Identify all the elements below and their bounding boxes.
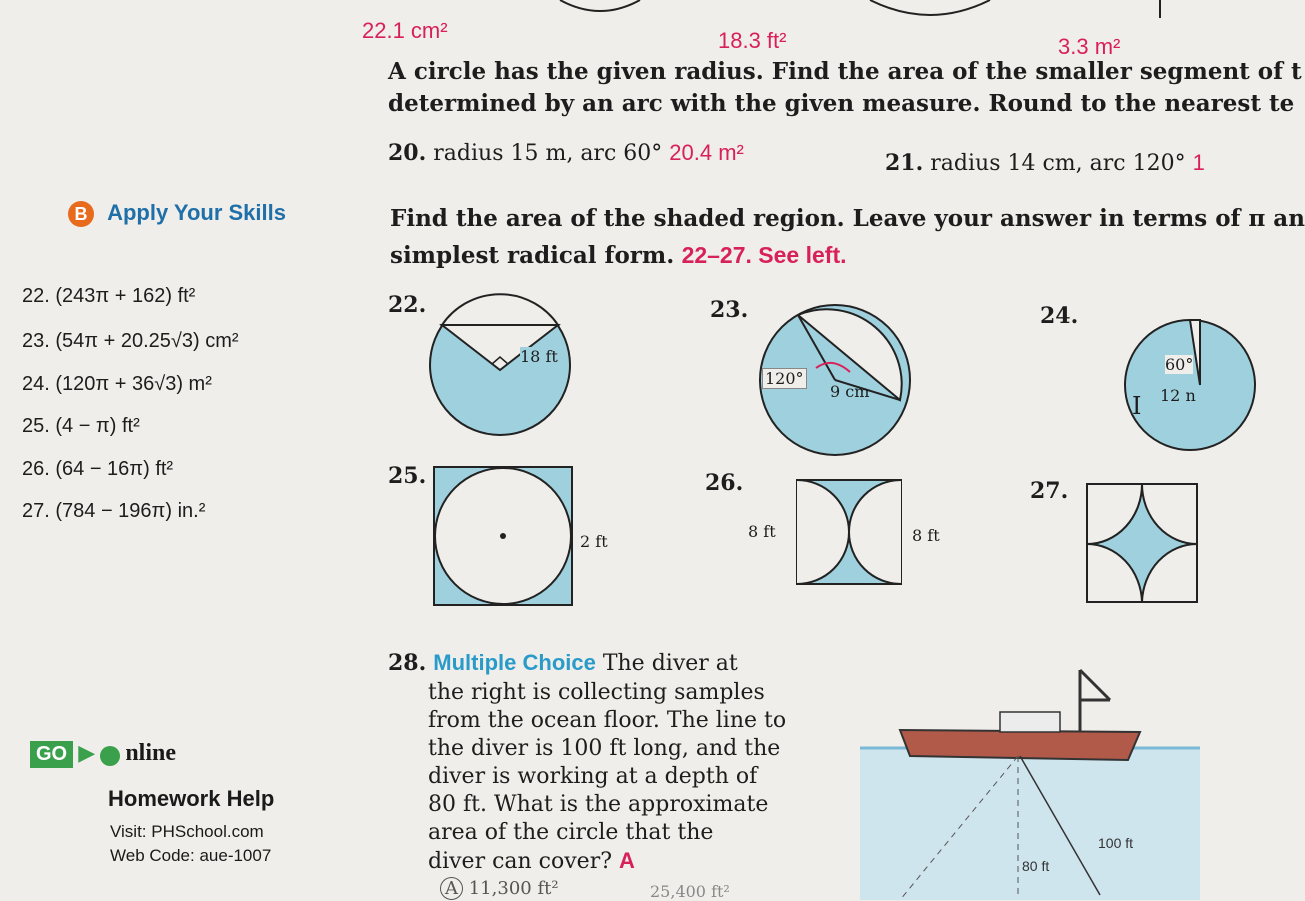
sidebar-answer-23: 23. (54π + 20.25√3) cm² xyxy=(22,330,239,352)
problem-21-answer: 1 xyxy=(1192,150,1205,175)
diver-depth-label: 80 ft xyxy=(1022,858,1050,874)
section-b-instruction-text: simplest radical form. xyxy=(390,242,675,269)
section-b-instruction-answer: 22–27. See left. xyxy=(681,242,847,268)
problem-20-answer: 20.4 m² xyxy=(669,140,744,165)
choice-b: 25,400 ft² xyxy=(650,882,730,901)
figure-24-angle: 60° xyxy=(1165,355,1194,374)
problem-20 xyxy=(388,140,744,166)
question-28-answer: A xyxy=(619,848,635,873)
figure-24-label: 12 n xyxy=(1160,386,1196,405)
question-28-text-6: area of the circle that the xyxy=(428,820,714,845)
sidebar-answer-27: 27. (784 − 196π) in.² xyxy=(22,500,206,522)
online-label: nline xyxy=(125,740,177,766)
problem-21-text: radius 14 cm, arc 120° xyxy=(930,151,1186,176)
top-partial-figures xyxy=(0,0,1200,40)
figure-27 xyxy=(1075,478,1200,608)
figure-26-label-right: 8 ft xyxy=(912,526,940,545)
figure-23-number: 23. xyxy=(710,297,749,323)
homework-help-label: Homework Help xyxy=(108,786,275,811)
answer-19c: 3.3 m² xyxy=(1058,34,1121,59)
figure-23-label: 9 cm xyxy=(830,382,870,401)
problem-21 xyxy=(885,150,1205,176)
figure-22-number: 22. xyxy=(388,292,427,318)
sidebar-answer-25: 25. (4 − π) ft² xyxy=(22,415,140,437)
question-28-number: 28. xyxy=(388,650,427,676)
section-b-heading xyxy=(68,200,286,227)
section-b-instruction-1: Find the area of the shaded region. Leave your answer in terms of π an xyxy=(390,205,1305,232)
sidebar-answer-22: 22. (243π + 162) ft² xyxy=(22,285,196,307)
problem-20-text: radius 15 m, arc 60° xyxy=(433,141,663,166)
sidebar-answer-26: 26. (64 − 16π) ft² xyxy=(22,458,174,480)
section-b-badge: B xyxy=(68,201,94,227)
problem-20-number: 20. xyxy=(388,140,427,166)
section-b-instruction-2 xyxy=(390,242,847,269)
question-28-text-0: The diver at xyxy=(602,651,738,676)
instruction-line-1: A circle has the given radius. Find the area of the smaller segment of t xyxy=(388,58,1302,85)
problem-21-number: 21. xyxy=(885,150,924,176)
figure-25 xyxy=(432,465,577,610)
figure-26 xyxy=(795,478,905,588)
figure-27-number: 27. xyxy=(1030,478,1069,504)
figure-23-angle: 120° xyxy=(762,368,807,389)
go-badge: GO xyxy=(30,741,73,768)
question-28-mc-label: Multiple Choice xyxy=(433,650,596,675)
choice-a-marker: A xyxy=(440,877,463,900)
question-28-text-5: 80 ft. What is the approximate xyxy=(428,792,769,817)
text-cursor-icon: I xyxy=(1132,392,1142,420)
diver-line-label: 100 ft xyxy=(1098,835,1134,851)
online-help-badge[interactable] xyxy=(30,740,176,768)
question-28-text-2: from the ocean floor. The line to xyxy=(428,708,787,733)
figure-24-number: 24. xyxy=(1040,303,1079,329)
answer-19a: 22.1 cm² xyxy=(362,18,448,43)
question-28-text-1: the right is collecting samples xyxy=(428,680,765,705)
question-28-text-4: diver is working at a depth of xyxy=(428,764,758,789)
figure-25-number: 25. xyxy=(388,463,427,489)
question-28-text-3: the diver is 100 ft long, and the xyxy=(428,736,781,761)
figure-22-label: 18 ft xyxy=(520,347,558,366)
section-b-title: Apply Your Skills xyxy=(107,200,286,225)
choice-a-text: 11,300 ft² xyxy=(468,878,559,899)
answer-19b: 18.3 ft² xyxy=(718,28,787,53)
question-28-line-7 xyxy=(428,848,635,875)
question-28-text-7: diver can cover? xyxy=(428,849,613,874)
figure-24 xyxy=(1080,310,1200,460)
figure-25-label: 2 ft xyxy=(580,532,608,551)
globe-icon xyxy=(100,746,120,766)
web-code-label: Web Code: aue-1007 xyxy=(110,846,272,865)
figure-26-label-left: 8 ft xyxy=(748,522,776,541)
sidebar-answer-24: 24. (120π + 36√3) m² xyxy=(22,373,212,395)
question-28-line-0 xyxy=(388,650,738,677)
instruction-line-2: determined by an arc with the given measure. Round to the nearest te xyxy=(388,90,1295,117)
go-arrow-icon: ▶ xyxy=(78,741,96,766)
choice-a xyxy=(440,878,559,899)
figure-26-number: 26. xyxy=(705,470,744,496)
visit-label: Visit: PHSchool.com xyxy=(110,822,264,841)
